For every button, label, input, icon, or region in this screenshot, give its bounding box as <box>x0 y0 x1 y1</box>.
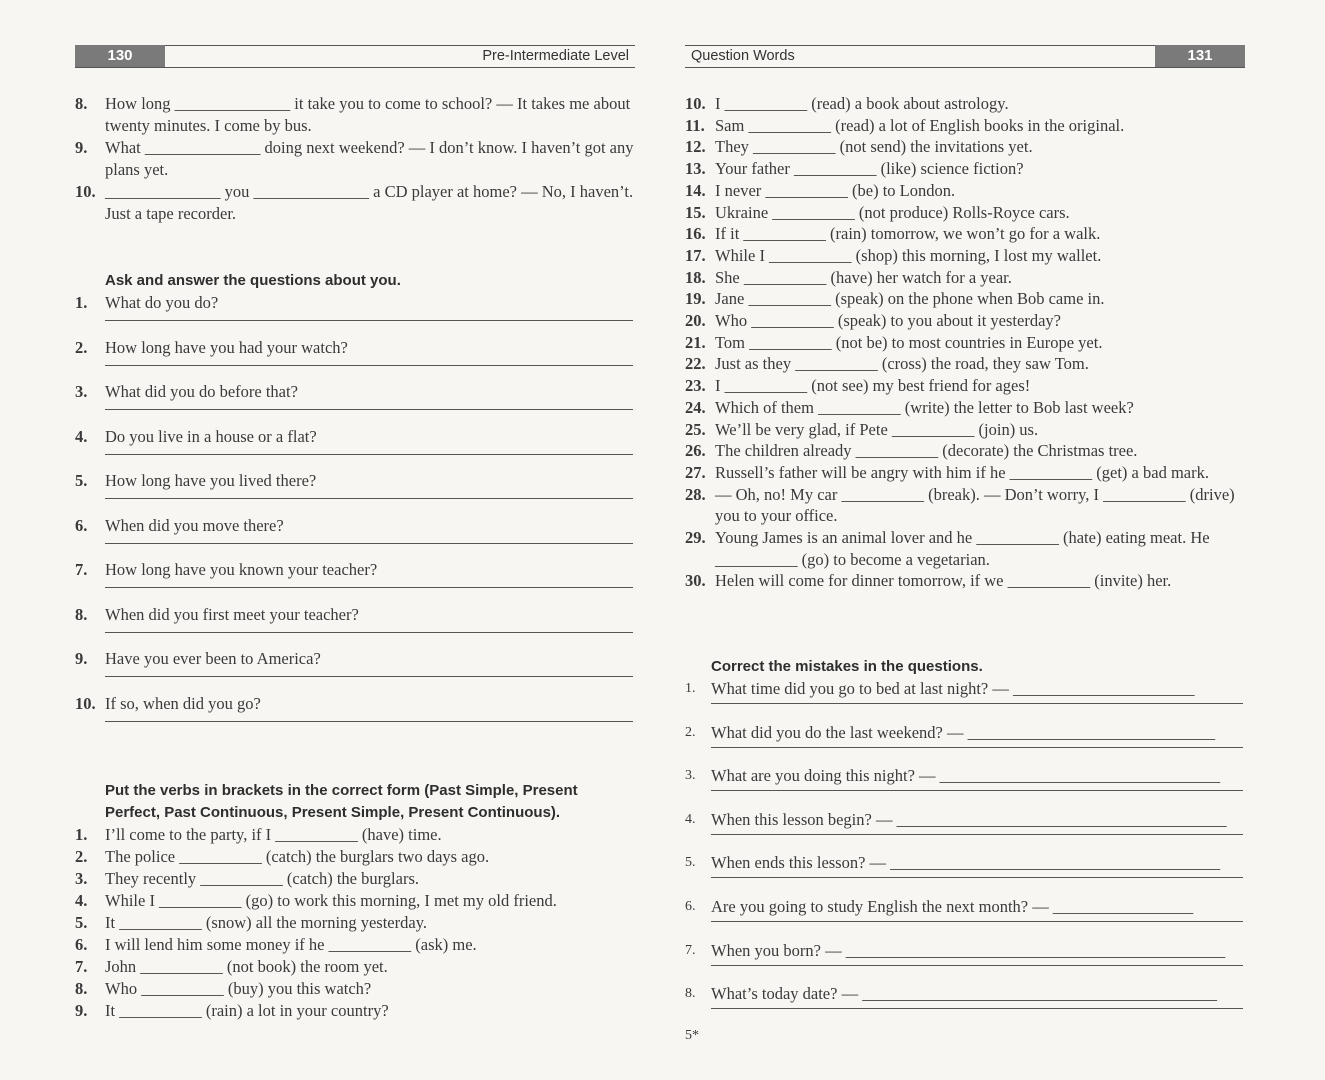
signature-mark: 5* <box>685 1028 699 1043</box>
item-number: 8. <box>75 94 88 113</box>
question-block <box>75 515 635 560</box>
item-number: 7. <box>685 942 696 958</box>
item-text: When did you move there? <box>105 515 284 535</box>
list-item <box>75 956 635 978</box>
item-number: 18. <box>685 267 706 287</box>
header-rule <box>685 45 1155 46</box>
list-item <box>685 180 1245 202</box>
question-block <box>685 983 1245 1027</box>
item-text: Which of them __________ (write) the letter to Bob last week? <box>715 397 1134 417</box>
item-number: 5. <box>75 471 88 490</box>
list-item <box>685 353 1245 375</box>
list-item <box>685 245 1245 267</box>
list-item <box>685 852 1245 874</box>
page-header <box>685 45 1245 68</box>
list-item <box>685 462 1245 484</box>
item-number: 5. <box>685 855 696 871</box>
answer-line[interactable] <box>711 787 1243 791</box>
item-text: Helen will come for dinner tomorrow, if we __________ (invite) her. <box>715 571 1172 591</box>
exercise-heading: Correct the mistakes in the questions. <box>711 658 983 675</box>
list-item <box>75 93 635 137</box>
list-item <box>685 115 1245 137</box>
item-number: 9. <box>75 138 88 157</box>
item-number: 29. <box>685 528 706 548</box>
item-text: John __________ (not book) the room yet. <box>105 957 388 976</box>
list-item <box>685 397 1245 419</box>
item-text: Have you ever been to America? <box>105 649 321 668</box>
list-item <box>75 693 635 715</box>
left-page <box>75 0 638 1080</box>
item-text: What did you do the last weekend? — ______________________________ <box>711 722 1216 742</box>
right-page <box>685 0 1245 1080</box>
question-block <box>75 426 635 471</box>
item-number: 6. <box>685 898 696 914</box>
item-number: 1. <box>685 681 696 696</box>
question-block <box>75 693 635 738</box>
item-text: Just as they __________ (cross) the road, they saw Tom. <box>715 354 1089 374</box>
list-item <box>75 292 635 314</box>
list-item <box>685 375 1245 397</box>
list-item <box>685 527 1245 570</box>
answer-line[interactable] <box>711 700 1243 704</box>
list-item <box>75 890 635 912</box>
item-text: Ukraine __________ (not produce) Rolls-Royce cars. <box>715 202 1070 222</box>
item-text: They recently __________ (catch) the burglars. <box>105 869 420 888</box>
item-text: Tom __________ (not be) to most countries in Europe yet. <box>715 332 1103 352</box>
answer-line[interactable] <box>711 962 1243 966</box>
item-text: I will lend him some money if he __________ (ask) me. <box>105 935 477 954</box>
item-number: 3. <box>685 768 696 784</box>
question-block <box>685 722 1245 766</box>
item-text: I never __________ (be) to London. <box>715 180 956 200</box>
item-number: 2. <box>685 724 696 740</box>
question-block <box>75 470 635 515</box>
list-item <box>75 426 635 448</box>
list-item <box>75 515 635 537</box>
answer-line[interactable] <box>711 1005 1243 1009</box>
list-item <box>685 440 1245 462</box>
item-text: What time did you go to bed at last night? — ______________________ <box>711 679 1195 698</box>
item-text: Your father __________ (like) science fiction? <box>715 159 1024 179</box>
question-block <box>685 809 1245 853</box>
item-number: 8. <box>685 986 696 1002</box>
question-block <box>75 648 635 693</box>
item-text: Young James is an animal lover and he __________ (hate) eating meat. He __________ (go) to become a vegetarian. <box>715 528 1214 569</box>
item-number: 4. <box>75 426 88 446</box>
list-item <box>685 136 1245 158</box>
item-number: 19. <box>685 289 706 309</box>
item-text: We’ll be very glad, if Pete __________ (join) us. <box>715 419 1039 439</box>
list-item <box>75 337 635 359</box>
item-text: I __________ (not see) my best friend for ages! <box>715 376 1031 396</box>
list-item <box>75 824 635 846</box>
list-item <box>685 678 1245 700</box>
item-number: 17. <box>685 245 706 265</box>
question-block <box>685 896 1245 940</box>
ask-answer-exercise <box>75 270 635 737</box>
item-number: 4. <box>685 811 696 827</box>
item-number: 12. <box>685 137 706 157</box>
item-number: 4. <box>75 891 88 910</box>
item-text: She __________ (have) her watch for a year. <box>715 267 1012 287</box>
list-item <box>685 288 1245 310</box>
item-text: Russell’s father will be angry with him if he __________ (get) a bad mark. <box>715 462 1209 482</box>
item-number: 14. <box>685 180 706 200</box>
item-text: Sam __________ (read) a lot of English books in the original. <box>715 115 1125 135</box>
item-number: 26. <box>685 441 706 461</box>
item-number: 9. <box>75 649 88 668</box>
list-item <box>685 267 1245 289</box>
question-block <box>75 381 635 426</box>
list-item <box>75 181 638 225</box>
list-item <box>75 934 635 956</box>
item-number: 6. <box>75 935 88 954</box>
item-number: 10. <box>75 182 96 201</box>
list-item <box>685 202 1245 224</box>
item-number: 16. <box>685 224 706 244</box>
item-text: What do you do? <box>105 293 219 312</box>
page-number: 130 <box>75 45 165 67</box>
running-title: Pre-Intermediate Level <box>482 48 629 64</box>
item-number: 3. <box>75 869 88 888</box>
item-number: 8. <box>75 604 88 624</box>
item-number: 7. <box>75 560 88 579</box>
question-block <box>685 852 1245 896</box>
item-number: 1. <box>75 825 88 844</box>
list-item <box>685 223 1245 245</box>
item-text: What did you do before that? <box>105 382 298 401</box>
question-block <box>685 765 1245 809</box>
item-text: When you born? — ______________________________________________ <box>711 940 1226 960</box>
answer-line[interactable] <box>105 492 633 499</box>
list-item <box>75 978 635 1000</box>
item-text: Do you live in a house or a flat? <box>105 426 317 446</box>
list-item <box>75 912 635 934</box>
page-number: 131 <box>1155 45 1245 67</box>
item-number: 9. <box>75 1001 88 1020</box>
item-number: 6. <box>75 515 88 535</box>
item-number: 10. <box>75 693 96 713</box>
item-number: 30. <box>685 571 706 591</box>
item-text: While I __________ (shop) this morning, I lost my wallet. <box>715 245 1102 265</box>
list-item <box>75 137 638 181</box>
list-item <box>685 332 1245 354</box>
header-rule <box>165 45 635 46</box>
item-number: 2. <box>75 847 88 866</box>
item-text: It __________ (rain) a lot in your country? <box>105 1001 389 1020</box>
item-number: 10. <box>685 94 706 113</box>
question-block <box>75 604 635 649</box>
list-item <box>75 868 635 890</box>
answer-line[interactable] <box>105 403 633 410</box>
list-item <box>685 484 1245 527</box>
list-item <box>75 470 635 492</box>
item-number: 2. <box>75 337 88 357</box>
answer-line[interactable] <box>105 715 633 722</box>
answer-line[interactable] <box>105 581 633 588</box>
list-item <box>75 1000 635 1022</box>
answer-line[interactable] <box>711 918 1243 922</box>
item-text: When this lesson begin? — ________________________________________ <box>711 809 1227 829</box>
question-block <box>75 292 635 337</box>
item-text: How long have you lived there? <box>105 471 317 490</box>
list-item <box>685 809 1245 831</box>
list-item <box>685 93 1245 115</box>
item-number: 27. <box>685 462 706 482</box>
item-text: I’ll come to the party, if I __________ (have) time. <box>105 825 442 844</box>
item-number: 7. <box>75 957 88 976</box>
answer-line[interactable] <box>711 744 1243 748</box>
question-block <box>685 678 1245 722</box>
item-number: 28. <box>685 484 706 504</box>
list-item <box>685 896 1245 918</box>
answer-line[interactable] <box>105 670 633 677</box>
item-number: 15. <box>685 202 706 222</box>
answer-line[interactable] <box>105 314 633 321</box>
list-item <box>685 310 1245 332</box>
list-item <box>685 570 1245 592</box>
item-text: How long have you had your watch? <box>105 337 348 357</box>
item-number: 1. <box>75 293 88 312</box>
list-item <box>75 846 635 868</box>
item-text: They __________ (not send) the invitations yet. <box>715 137 1033 157</box>
verbs-exercise-continued <box>685 93 1245 592</box>
item-number: 13. <box>685 159 706 179</box>
item-text: The children already __________ (decorate) the Christmas tree. <box>715 441 1138 461</box>
item-text: It __________ (snow) all the morning yesterday. <box>105 913 427 932</box>
item-text: Jane __________ (speak) on the phone when Bob came in. <box>715 289 1105 309</box>
answer-line[interactable] <box>105 626 633 633</box>
item-number: 24. <box>685 397 706 417</box>
list-item <box>685 158 1245 180</box>
question-block <box>75 559 635 604</box>
item-number: 25. <box>685 419 706 439</box>
list-item <box>75 604 635 626</box>
item-number: 3. <box>75 382 88 401</box>
item-text: ______________ you ______________ a CD player at home? — No, I haven’t. Just a tape recorder. <box>105 182 638 223</box>
item-text: When did you first meet your teacher? <box>105 604 359 624</box>
list-item <box>685 940 1245 962</box>
answer-line[interactable] <box>105 448 633 455</box>
item-number: 22. <box>685 354 706 374</box>
list-item <box>685 983 1245 1005</box>
answer-line[interactable] <box>711 874 1243 878</box>
item-number: 20. <box>685 311 706 331</box>
list-item <box>75 559 635 581</box>
exercise-heading: Put the verbs in brackets in the correct form (Past Simple, Present Perfect, Past Continuous, Present Simple, Present Continuous). <box>105 782 578 821</box>
correct-mistakes-exercise <box>685 656 1245 1027</box>
item-text: — Oh, no! My car __________ (break). — Don’t worry, I __________ (drive) you to your office. <box>715 484 1239 526</box>
item-text: What are you doing this night? — __________________________________ <box>711 766 1221 786</box>
item-text: I __________ (read) a book about astrology. <box>715 94 1009 113</box>
item-text: What’s today date? — ___________________________________________ <box>711 984 1217 1004</box>
list-item <box>75 648 635 670</box>
item-number: 5. <box>75 913 88 932</box>
continued-exercise <box>75 93 638 225</box>
item-text: Who __________ (buy) you this watch? <box>105 979 372 998</box>
answer-line[interactable] <box>105 537 633 544</box>
item-number: 23. <box>685 376 706 396</box>
answer-line[interactable] <box>105 359 633 366</box>
answer-line[interactable] <box>711 831 1243 835</box>
item-text: The police __________ (catch) the burglars two days ago. <box>105 847 490 866</box>
item-text: Are you going to study English the next month? — _________________ <box>711 896 1194 916</box>
item-text: If so, when did you go? <box>105 693 261 713</box>
item-text: How long have you known your teacher? <box>105 560 378 579</box>
item-text: How long ______________ it take you to come to school? — It takes me about twenty minutes. I come by bus. <box>105 94 635 135</box>
list-item <box>685 765 1245 787</box>
question-block <box>75 337 635 382</box>
verbs-exercise <box>75 780 635 1022</box>
question-block <box>685 940 1245 984</box>
list-item <box>75 381 635 403</box>
item-text: What ______________ doing next weekend? — I don’t know. I haven’t got any plans yet. <box>105 138 638 179</box>
item-number: 21. <box>685 332 706 352</box>
item-number: 11. <box>685 115 705 135</box>
item-text: Who __________ (speak) to you about it yesterday? <box>715 311 1061 331</box>
item-number: 8. <box>75 979 88 998</box>
exercise-heading: Ask and answer the questions about you. <box>105 272 401 289</box>
running-title: Question Words <box>691 48 795 64</box>
list-item <box>685 722 1245 744</box>
item-text: When ends this lesson? — ________________________________________ <box>711 853 1221 873</box>
item-text: While I __________ (go) to work this morning, I met my old friend. <box>105 891 557 910</box>
item-text: If it __________ (rain) tomorrow, we won’t go for a walk. <box>715 224 1101 244</box>
page-header <box>75 45 635 68</box>
list-item <box>685 419 1245 441</box>
